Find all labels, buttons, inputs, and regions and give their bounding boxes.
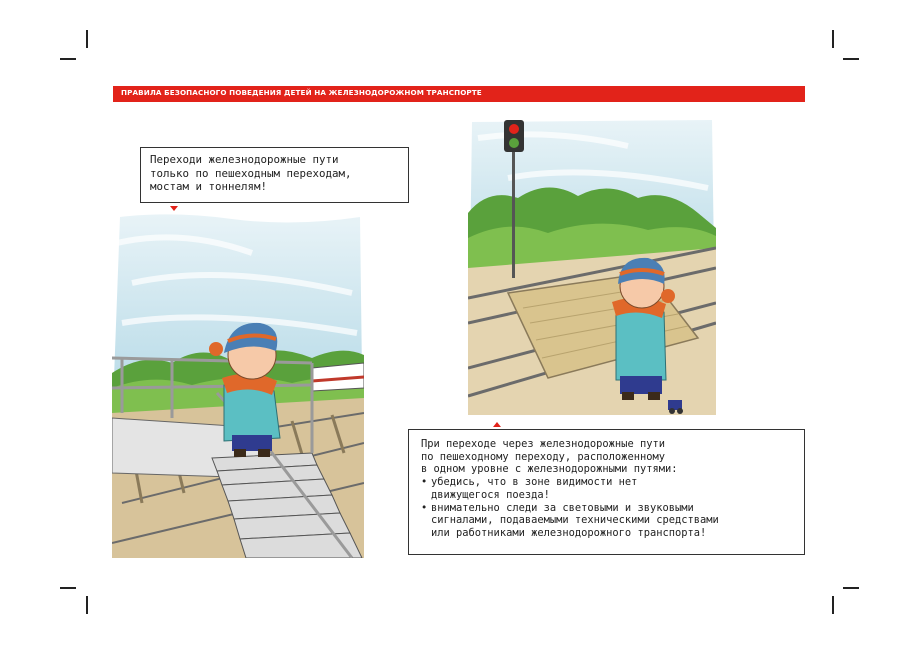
rule-two-caption [408, 429, 805, 555]
crop-mark [843, 58, 859, 60]
crop-mark [86, 596, 88, 614]
header-banner [113, 86, 805, 102]
bullet-line: убедись, что в зоне видимости нет [431, 476, 638, 489]
illustration-level-crossing [468, 118, 716, 415]
rule-bullet [421, 502, 792, 540]
bridge-stairs-scene [112, 213, 364, 558]
crop-mark [60, 58, 76, 60]
crop-mark [843, 587, 859, 589]
rule-bullet [421, 476, 792, 501]
illustration-bridge-stairs [112, 213, 364, 558]
bullet-line: внимательно следи за световыми и звуковыми [431, 501, 694, 514]
caption-line: только по пешеходным переходам, [150, 166, 352, 180]
caption-line: Переходи железнодорожные пути [150, 153, 339, 166]
caption-line: по пешеходному переходу, расположенному [421, 450, 665, 463]
caption-line: мостам и тоннелям! [150, 180, 268, 193]
bullet-line: сигналами, подаваемыми техническими средствами [431, 514, 719, 527]
rule-bullet-list [421, 476, 792, 540]
caption-pointer [493, 422, 501, 427]
bullet-line: движущегося поезда! [431, 488, 550, 501]
caption-pointer [170, 206, 178, 211]
banner-title: ПРАВИЛА БЕЗОПАСНОГО ПОВЕДЕНИЯ ДЕТЕЙ НА ЖЕЛЕЗНОДОРОЖНОМ ТРАНСПОРТЕ [121, 88, 482, 97]
caption-line: При переходе через железнодорожные пути [421, 438, 665, 450]
crop-mark [832, 30, 834, 48]
crop-mark [60, 587, 76, 589]
crop-mark [86, 30, 88, 48]
crop-mark [832, 596, 834, 614]
caption-line: в одном уровне с железнодорожными путями: [421, 463, 678, 476]
bullet-line: или работниками железнодорожного транспорта! [431, 526, 707, 539]
rule-one-caption [140, 147, 409, 203]
level-crossing-scene [468, 118, 716, 415]
